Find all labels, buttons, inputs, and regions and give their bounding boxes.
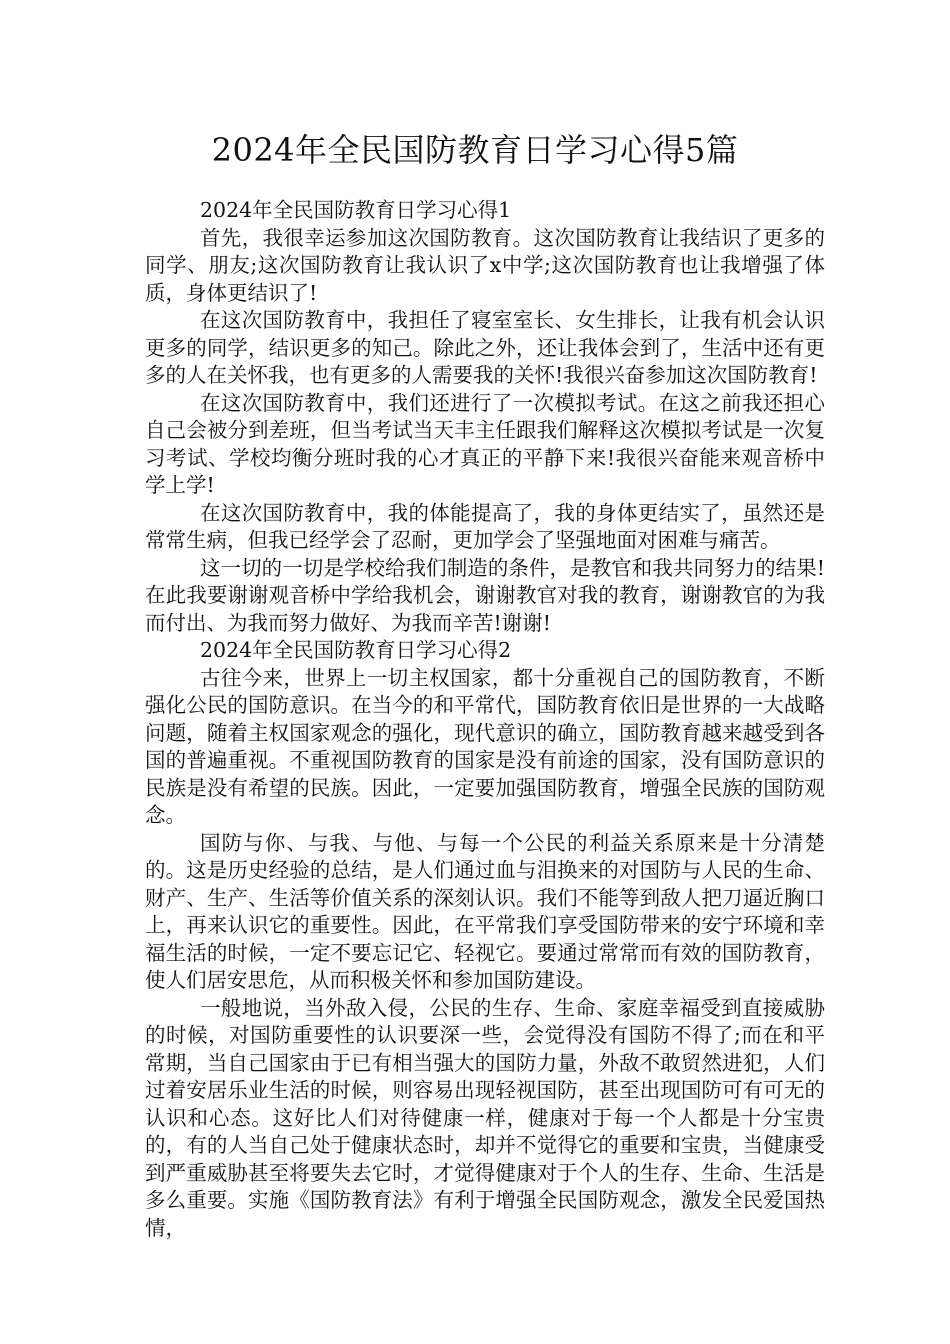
paragraph: 这一切的一切是学校给我们制造的条件，是教官和我共同努力的结果!在此我要谢谢观音桥中学给我机会，谢谢教官对我的教育，谢谢教官的为我而付出、为我而努力做好、为我而辛苦!谢谢! <box>145 555 825 635</box>
paragraph: 在这次国防教育中，我担任了寝室室长、女生排长，让我有机会认识更多的同学，结识更多的知己。除此之外，还让我体会到了，生活中还有更多的人在关怀我，也有更多的人需要我的关怀!我很兴奋参加这次国防教育! <box>145 308 825 387</box>
paragraph: 在这次国防教育中，我们还进行了一次模拟考试。在这之前我还担心自己会被分到差班，但当考试当天丰主任跟我们解释这次模拟考试是一次复习考试、学校均衡分班时我的心才真正的平静下来!我很兴奋能来观音桥中学上学! <box>145 390 825 497</box>
section-heading: 2024年全民国防教育日学习心得1 <box>200 198 512 222</box>
section-heading: 2024年全民国防教育日学习心得2 <box>200 638 512 662</box>
paragraph: 一般地说，当外敌入侵，公民的生存、生命、家庭幸福受到直接威胁的时候，对国防重要性的认识要深一些，会觉得没有国防不得了;而在和平常期，当自己国家由于已有相当强大的国防力量，外敌不敢贸然进犯，人们过着安居乐业生活的时候，则容易出现轻视国防，甚至出现国防可有可无的认识和心态。这好比人们对待健康一样，健康对于每一个人都是十分宝贵的，有的人当自己处于健康状态时，却并不觉得它的重要和宝贵，当健康受到严重威胁甚至将要失去它时，才觉得健康对于个人的生存、生命、生活是多么重要。实施《国防教育法》有利于增强全民国防观念，激发全民爱国热情， <box>145 995 825 1240</box>
paragraph: 国防与你、与我、与他、与每一个公民的利益关系原来是十分清楚的。这是历史经验的总结，是人们通过血与泪换来的对国防与人民的生命、财产、生产、生活等价值关系的深刻认识。我们不能等到敌人把刀逼近胸口上，再来认识它的重要性。因此，在平常我们享受国防带来的安宁环境和幸福生活的时候，一定不要忘记它、轻视它。要通过常常而有效的国防教育，使人们居安思危，从而积极关怀和参加国防建设。 <box>145 830 825 992</box>
document-title: 2024年全民国防教育日学习心得5篇 <box>211 131 739 169</box>
section-1 <box>145 197 825 637</box>
paragraph: 古往今来，世界上一切主权国家，都十分重视自己的国防教育，不断强化公民的国防意识。在当今的和平常代，国防教育依旧是世界的一大战略问题，随着主权国家观念的强化，现代意识的确立，国防教育越来越受到各国的普遍重视。不重视国防教育的国家是没有前途的国家，没有国防意识的民族是没有希望的民族。因此，一定要加强国防教育，增强全民族的国防观念。 <box>145 665 825 827</box>
paragraph: 在这次国防教育中，我的体能提高了，我的身体更结实了，虽然还是常常生病，但我已经学会了忍耐，更加学会了坚强地面对困难与痛苦。 <box>145 500 825 552</box>
section-2 <box>145 637 825 1242</box>
paragraph: 首先，我很幸运参加这次国防教育。这次国防教育让我结识了更多的同学、朋友;这次国防教育让我认识了x中学;这次国防教育也让我增强了体质，身体更结识了! <box>145 225 825 305</box>
document-body <box>145 197 825 1242</box>
